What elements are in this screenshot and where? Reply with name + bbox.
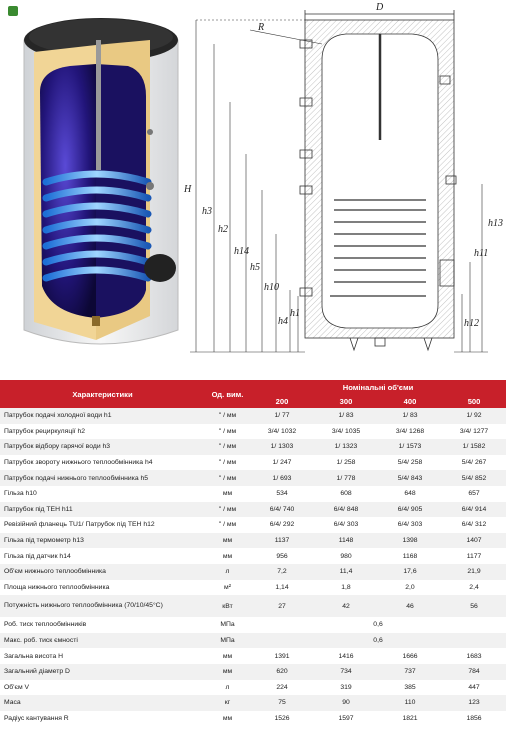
dim-label-h13: h13 xyxy=(488,218,503,229)
row-value: 447 xyxy=(442,680,506,696)
specs-table-body xyxy=(0,408,506,726)
row-value: 2,4 xyxy=(442,580,506,596)
row-name: Патрубок подачі нижнього теплообмінника h5 xyxy=(0,470,205,486)
row-value: 1137 xyxy=(250,533,314,549)
row-value: 1148 xyxy=(314,533,378,549)
table-row xyxy=(0,408,506,424)
table-row xyxy=(0,486,506,502)
row-name: Патрубок під ТЕН h11 xyxy=(0,502,205,518)
row-value: 734 xyxy=(314,664,378,680)
row-unit: " / мм xyxy=(205,439,250,455)
row-value: 224 xyxy=(250,680,314,696)
row-name: Гільза під датчик h14 xyxy=(0,548,205,564)
table-row xyxy=(0,617,506,633)
row-value: 608 xyxy=(314,486,378,502)
row-value: 6/4/ 848 xyxy=(314,502,378,518)
row-value: 75 xyxy=(250,695,314,711)
dim-label-h5: h5 xyxy=(250,262,260,273)
row-value: 1168 xyxy=(378,548,442,564)
row-value: 6/4/ 905 xyxy=(378,502,442,518)
table-row xyxy=(0,470,506,486)
row-value: 42 xyxy=(314,595,378,617)
header-nominal-volumes: Номінальні об'єми xyxy=(250,380,506,394)
table-row xyxy=(0,517,506,533)
row-value: 11,4 xyxy=(314,564,378,580)
table-row xyxy=(0,695,506,711)
dim-label-h4: h4 xyxy=(278,316,288,327)
row-value: 6/4/ 292 xyxy=(250,517,314,533)
row-value: 6/4/ 740 xyxy=(250,502,314,518)
row-name: Об'єм нижнього теплообмінника xyxy=(0,564,205,580)
table-row xyxy=(0,680,506,696)
specs-table xyxy=(0,380,506,726)
row-value: 46 xyxy=(378,595,442,617)
row-value: 1/ 258 xyxy=(314,455,378,471)
row-unit: кВт xyxy=(205,595,250,617)
header-volume-500: 500 xyxy=(442,394,506,408)
row-value: 1/ 83 xyxy=(314,408,378,424)
row-value: 1526 xyxy=(250,711,314,727)
row-value: 5/4/ 258 xyxy=(378,455,442,471)
row-unit: мм xyxy=(205,711,250,727)
row-unit: " / мм xyxy=(205,424,250,440)
row-unit: " / мм xyxy=(205,408,250,424)
row-unit: " / мм xyxy=(205,470,250,486)
row-unit: мм xyxy=(205,486,250,502)
row-value: 1666 xyxy=(378,648,442,664)
row-value: 319 xyxy=(314,680,378,696)
dim-label-h11: h11 xyxy=(474,248,489,259)
row-value: 534 xyxy=(250,486,314,502)
dim-label-h2: h2 xyxy=(218,224,228,235)
dim-label-h14: h14 xyxy=(234,246,249,257)
row-value: 1/ 92 xyxy=(442,408,506,424)
row-value: 1/ 1582 xyxy=(442,439,506,455)
row-value: 980 xyxy=(314,548,378,564)
row-value: 3/4/ 1032 xyxy=(250,424,314,440)
table-row xyxy=(0,439,506,455)
row-value: 1/ 77 xyxy=(250,408,314,424)
row-name: Ревізійний фланець TU1/ Патрубок під ТЕН h12 xyxy=(0,517,205,533)
table-row xyxy=(0,455,506,471)
row-value: 90 xyxy=(314,695,378,711)
row-value-merged: 0,6 xyxy=(250,617,506,633)
row-name: Макс. роб. тиск ємності xyxy=(0,633,205,649)
row-name: Патрубок відбору гарячої води h3 xyxy=(0,439,205,455)
table-row xyxy=(0,580,506,596)
row-value: 21,9 xyxy=(442,564,506,580)
row-value: 5/4/ 267 xyxy=(442,455,506,471)
row-value: 1/ 247 xyxy=(250,455,314,471)
technical-drawing xyxy=(190,10,488,352)
row-name: Маса xyxy=(0,695,205,711)
row-value: 3/4/ 1035 xyxy=(314,424,378,440)
row-name: Роб. тиск теплообмінників xyxy=(0,617,205,633)
row-name: Радіус кантування R xyxy=(0,711,205,727)
row-value: 1856 xyxy=(442,711,506,727)
table-row xyxy=(0,564,506,580)
row-value: 1177 xyxy=(442,548,506,564)
table-row xyxy=(0,424,506,440)
header-volume-300: 300 xyxy=(314,394,378,408)
dim-label-h: H xyxy=(184,184,192,195)
row-value: 6/4/ 914 xyxy=(442,502,506,518)
row-value: 1/ 83 xyxy=(378,408,442,424)
row-unit: " / мм xyxy=(205,502,250,518)
row-value: 1416 xyxy=(314,648,378,664)
row-unit: мм xyxy=(205,533,250,549)
row-value: 1/ 1323 xyxy=(314,439,378,455)
row-value: 648 xyxy=(378,486,442,502)
row-value-merged: 0,6 xyxy=(250,633,506,649)
row-value: 1/ 693 xyxy=(250,470,314,486)
table-row xyxy=(0,548,506,564)
row-value: 1683 xyxy=(442,648,506,664)
row-name: Гільза під термометр h13 xyxy=(0,533,205,549)
row-value: 1,14 xyxy=(250,580,314,596)
row-unit: мм xyxy=(205,648,250,664)
dim-label-h12: h12 xyxy=(464,318,479,329)
table-row xyxy=(0,595,506,617)
row-value: 6/4/ 312 xyxy=(442,517,506,533)
row-value: 784 xyxy=(442,664,506,680)
table-row xyxy=(0,664,506,680)
row-value: 27 xyxy=(250,595,314,617)
row-value: 17,6 xyxy=(378,564,442,580)
table-row xyxy=(0,711,506,727)
row-unit: л xyxy=(205,564,250,580)
header-characteristics: Характеристики xyxy=(0,380,205,408)
table-row xyxy=(0,648,506,664)
row-value: 385 xyxy=(378,680,442,696)
dim-label-h3: h3 xyxy=(202,206,212,217)
row-value: 5/4/ 843 xyxy=(378,470,442,486)
row-value: 657 xyxy=(442,486,506,502)
row-value: 620 xyxy=(250,664,314,680)
table-row xyxy=(0,533,506,549)
row-unit: " / мм xyxy=(205,517,250,533)
row-value: 1398 xyxy=(378,533,442,549)
header-unit: Од. вим. xyxy=(205,380,250,408)
row-name: Патрубок подачі холодної води h1 xyxy=(0,408,205,424)
row-value: 1821 xyxy=(378,711,442,727)
row-name: Об'єм V xyxy=(0,680,205,696)
row-value: 1407 xyxy=(442,533,506,549)
row-name: Потужність нижнього теплообмінника (70/10/45°С) xyxy=(0,595,205,617)
header-volume-400: 400 xyxy=(378,394,442,408)
row-unit: МПа xyxy=(205,633,250,649)
row-value: 2,0 xyxy=(378,580,442,596)
row-unit: л xyxy=(205,680,250,696)
row-unit: МПа xyxy=(205,617,250,633)
row-unit: мм xyxy=(205,664,250,680)
row-name: Загальний діаметр D xyxy=(0,664,205,680)
row-value: 1,8 xyxy=(314,580,378,596)
dim-label-h10: h10 xyxy=(264,282,279,293)
dim-label-r: R xyxy=(258,22,265,33)
tank-cutaway-render xyxy=(8,6,178,344)
dim-label-h1: h1 xyxy=(290,308,300,319)
row-name: Площа нижнього теплообмінника xyxy=(0,580,205,596)
row-value: 7,2 xyxy=(250,564,314,580)
row-unit: " / мм xyxy=(205,455,250,471)
row-name: Загальна висота H xyxy=(0,648,205,664)
row-name: Патрубок рециркуляції h2 xyxy=(0,424,205,440)
row-value: 3/4/ 1268 xyxy=(378,424,442,440)
header-volume-200: 200 xyxy=(250,394,314,408)
row-unit: мм xyxy=(205,548,250,564)
row-value: 1/ 1573 xyxy=(378,439,442,455)
table-row xyxy=(0,633,506,649)
row-value: 956 xyxy=(250,548,314,564)
row-value: 1597 xyxy=(314,711,378,727)
row-unit: м² xyxy=(205,580,250,596)
row-value: 1/ 1303 xyxy=(250,439,314,455)
row-value: 3/4/ 1277 xyxy=(442,424,506,440)
row-value: 5/4/ 852 xyxy=(442,470,506,486)
row-value: 110 xyxy=(378,695,442,711)
table-row xyxy=(0,502,506,518)
row-value: 123 xyxy=(442,695,506,711)
row-name: Патрубок звороту нижнього теплообмінника h4 xyxy=(0,455,205,471)
row-unit: кг xyxy=(205,695,250,711)
row-name: Гільза h10 xyxy=(0,486,205,502)
row-value: 737 xyxy=(378,664,442,680)
row-value: 1391 xyxy=(250,648,314,664)
row-value: 6/4/ 303 xyxy=(378,517,442,533)
row-value: 1/ 778 xyxy=(314,470,378,486)
row-value: 6/4/ 303 xyxy=(314,517,378,533)
row-value: 56 xyxy=(442,595,506,617)
dim-label-d: D xyxy=(376,2,384,13)
